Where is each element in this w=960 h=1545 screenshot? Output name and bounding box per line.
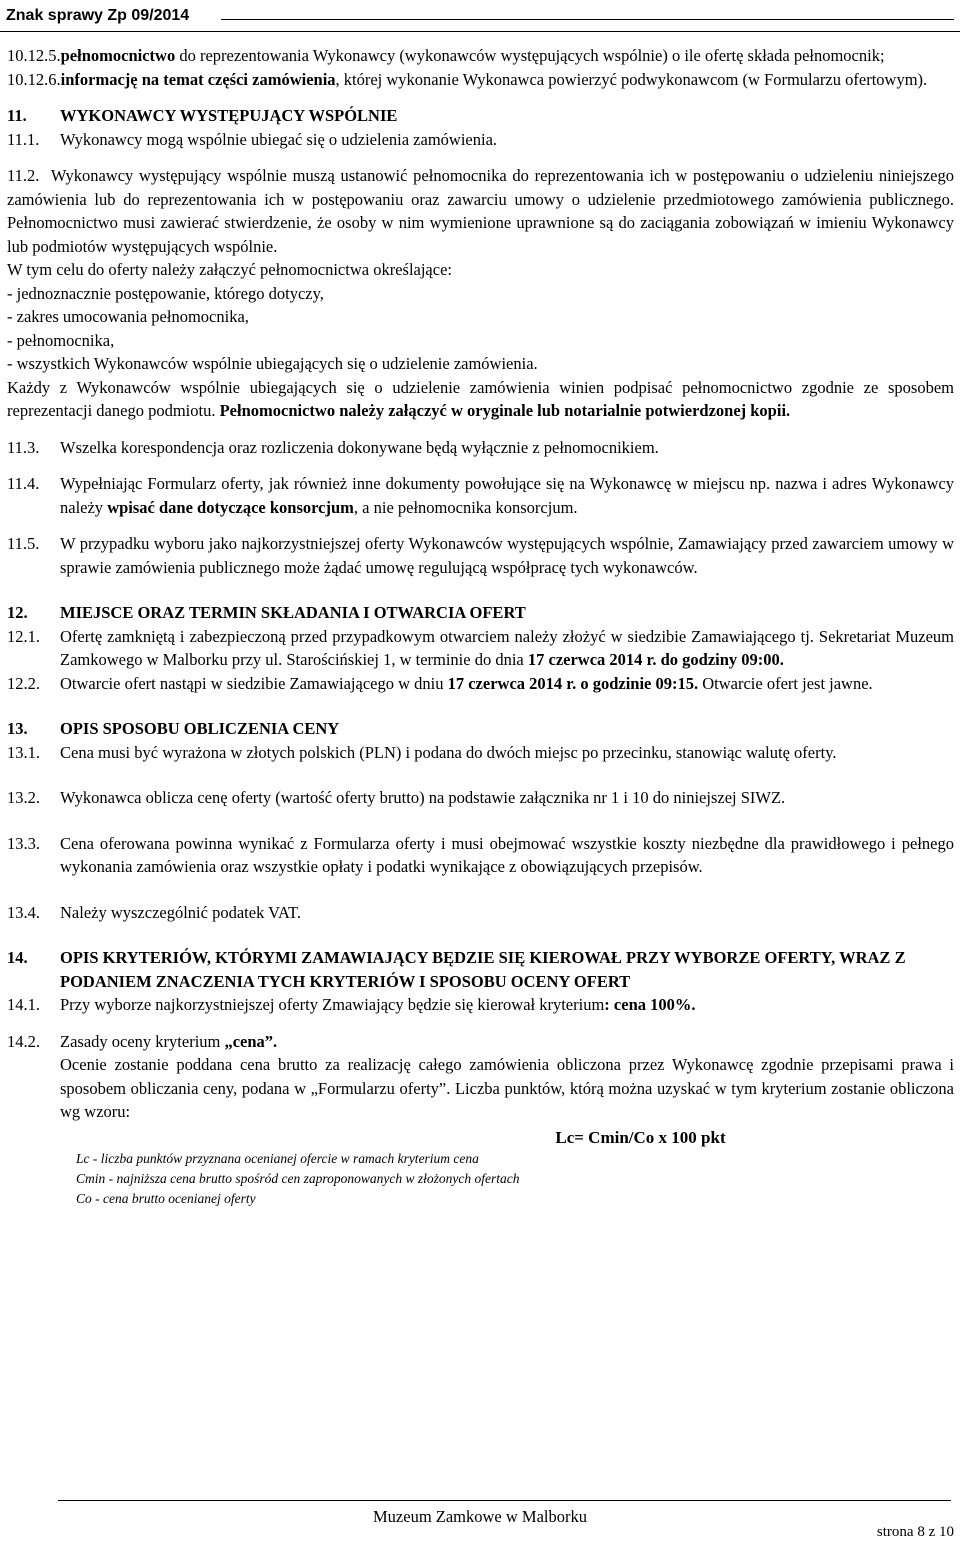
item-number: 10.12.5. <box>7 46 61 65</box>
page-number: strona 8 z 10 <box>876 1524 954 1540</box>
section-title: WYKONAWCY WYSTĘPUJĄCY WSPÓLNIE <box>60 106 398 125</box>
footer-rule <box>58 1500 951 1501</box>
item-number: 14.2. <box>7 1031 40 1051</box>
list-item: - zakres umocowania pełnomocnika, <box>7 307 249 326</box>
item-11-2-closing <box>7 376 954 423</box>
item-13-2 <box>7 786 954 810</box>
item-text: Cena musi być wyrażona w złotych polskich (PLN) i podana do dwóch miejsc po przecinku, stanowiąc walutę oferty. <box>60 742 837 762</box>
section-number: 11. <box>7 106 27 125</box>
item-number: 13.2. <box>7 788 40 807</box>
item-text: Należy wyszczególnić podatek VAT. <box>60 902 302 922</box>
section-number: 12. <box>7 603 28 622</box>
item-bold: pełnomocnictwo <box>60 46 176 65</box>
item-14-1 <box>7 993 954 1017</box>
item-11-2 <box>7 164 954 258</box>
formula-legend <box>7 1149 954 1209</box>
item-bold: „cena”. <box>224 1031 278 1051</box>
section-13-heading <box>7 717 954 741</box>
price-formula: Lc= Cmin/Co x 100 pkt <box>555 1127 726 1147</box>
item-bold: : cena 100%. <box>604 995 696 1014</box>
item-text: Cena oferowana powinna wynikać z Formularza oferty i musi obejmować wszystkie koszty niezbędne dla prawidłowego i pełnego wykonania zamówienia oraz wszystkie opłaty i podatki wynikające z obowiązujących przepisów. <box>60 833 954 876</box>
item-14-2 <box>7 1030 954 1054</box>
item-text: Zasady oceny kryterium <box>60 1031 225 1051</box>
item-10-12-6 <box>7 68 954 92</box>
item-11-4 <box>7 472 954 519</box>
item-number: 12.1. <box>7 626 40 646</box>
item-11-5 <box>7 532 954 579</box>
item-number: 12.2. <box>7 673 40 693</box>
item-text: Otwarcie ofert jest jawne. <box>698 673 873 693</box>
item-bold: 17 czerwca 2014 r. do godziny 09:00. <box>527 650 784 669</box>
item-number: 14.1. <box>7 995 40 1014</box>
section-title: OPIS KRYTERIÓW, KTÓRYMI ZAMAWIAJĄCY BĘDZIE SIĘ KIEROWAŁ PRZY WYBORZE OFERTY, WRAZ Z PODANIEM ZNACZENIA TYCH KRYTERIÓW I SPOSOBU OCENY OFERT <box>60 948 906 991</box>
section-number: 14. <box>7 948 28 967</box>
list-item: - jednoznacznie postępowanie, którego dotyczy, <box>7 283 324 303</box>
item-text: Otwarcie ofert nastąpi w siedzibie Zamawiającego w dniu <box>60 673 448 693</box>
list-item: - wszystkich Wykonawców wspólnie ubiegających się o udzielenie zamówienia. <box>7 354 538 373</box>
item-number: 11.5. <box>7 534 40 553</box>
item-number: 11.4. <box>7 474 40 493</box>
item-number: 10.12.6. <box>7 69 61 89</box>
section-title: OPIS SPOSOBU OBLICZENIA CENY <box>60 719 340 738</box>
item-text: Wypełniając Formularz oferty, jak również inne dokumenty powołujące się na Wykonawcę w miejscu np. nazwa i adres Wykonawcy należy <box>60 474 954 517</box>
document-body <box>7 44 954 1209</box>
item-text: , której wykonanie Wykonawca powierzyć podwykonawcom (w Formularzu ofertowym). <box>335 69 928 89</box>
item-text: do reprezentowania Wykonawcy (wykonawców występujących wspólnie) o ile ofertę składa pełnomocnik; <box>175 46 885 65</box>
section-number: 13. <box>7 719 28 738</box>
footer-institution: Muzeum Zamkowe w Malborku <box>373 1507 587 1526</box>
item-11-2-intro: W tym celu do oferty należy załączyć pełnomocnictwa określające: <box>7 260 452 279</box>
header-rule <box>221 19 954 20</box>
item-12-2 <box>7 672 954 696</box>
item-10-12-5 <box>7 44 954 68</box>
header-underline <box>0 31 960 32</box>
item-text: , a nie pełnomocnika konsorcjum. <box>353 497 578 517</box>
item-text: Ocenie zostanie poddana cena brutto za realizację całego zamówienia obliczona przez Wykonawcę zgodnie przepisami prawa i sposobem obliczania ceny, podana w „Formularzu oferty”. Liczba punktów, którą można uzyskać w tym kryterium zostanie obliczona wg wzoru: <box>60 1055 954 1121</box>
item-bold: informację na temat części zamówienia <box>60 69 336 89</box>
section-11-heading <box>7 104 954 128</box>
item-bold: wpisać dane dotyczące konsorcjum <box>107 497 354 517</box>
item-13-3 <box>7 832 954 879</box>
item-bold: 17 czerwca 2014 r. o godzinie 09:15. <box>447 673 699 693</box>
item-text: Wykonawcy mogą wspólnie ubiegać się o udzielenia zamówienia. <box>60 129 498 149</box>
item-number: 11.1. <box>7 129 40 149</box>
item-14-2-body <box>7 1053 954 1124</box>
legend-line: Lc - liczba punktów przyznana ocenianej ofercie w ramach kryterium cena <box>76 1151 479 1166</box>
legend-line: Cmin - najniższa cena brutto spośród cen zaproponowanych w złożonych ofertach <box>76 1171 520 1186</box>
item-text: Wszelka korespondencja oraz rozliczenia dokonywane będą wyłącznie z pełnomocnikiem. <box>60 437 659 457</box>
item-13-4 <box>7 901 954 925</box>
item-number: 13.3. <box>7 833 40 853</box>
closing-text: Każdy z Wykonawców wspólnie ubiegających się o udzielenie zamówienia winien podpisać pełnomocnictwo zgodnie ze sposobem reprezentacji danego podmiotu. <box>7 377 954 420</box>
item-13-1 <box>7 741 954 765</box>
item-text: Wykonawcy występujący wspólnie muszą ustanowić pełnomocnika do reprezentowania ich w postępowaniu o udzieleniu niniejszego zamówienia lub do reprezentowania ich w postępowaniu oraz zawarciu umowy o udzielenie przedmiotowego zamówienia publicznego. Pełnomocnictwo musi zawierać stwierdzenie, że osoby w nim wymienione uprawnione są do zaciągania zobowiązań w imieniu Wykonawcy lub podmiotów występujących wspólnie. <box>7 166 955 256</box>
list-item: - pełnomocnika, <box>7 330 115 350</box>
page-header <box>0 0 960 31</box>
item-12-1 <box>7 625 954 672</box>
case-number: Znak sprawy Zp 09/2014 <box>6 6 190 24</box>
item-text: W przypadku wyboru jako najkorzystniejszej oferty Wykonawców występujących wspólnie, Zamawiający przed zawarciem umowy w sprawie zamówienia publicznego może żądać umowę regulującą współpracę tych wykonawców. <box>60 534 954 577</box>
item-11-3 <box>7 436 954 460</box>
section-title: MIEJSCE ORAZ TERMIN SKŁADANIA I OTWARCIA OFERT <box>60 603 526 622</box>
item-text: Wykonawca oblicza cenę oferty (wartość oferty brutto) na podstawie załącznika nr 1 i 10 do niniejszej SIWZ. <box>60 788 786 807</box>
legend-line: Co - cena brutto ocenianej oferty <box>76 1191 256 1206</box>
closing-bold: Pełnomocnictwo należy załączyć w oryginale lub notarialnie potwierdzonej kopii. <box>219 401 791 420</box>
item-number: 13.4. <box>7 902 40 922</box>
item-text: Ofertę zamkniętą i zabezpieczoną przed przypadkowym otwarciem należy złożyć w siedzibie Zamawiającego tj. Sekretariat Muzeum Zamkowego w Malborku przy ul. Starościńskiej 1, w terminie do dnia <box>60 626 954 669</box>
item-text: Przy wyborze najkorzystniejszej oferty Zmawiający będzie się kierował kryterium <box>60 995 605 1014</box>
item-11-1 <box>7 128 954 152</box>
section-12-heading <box>7 601 954 625</box>
item-number: 11.2. <box>7 166 40 185</box>
section-14-heading <box>7 946 954 993</box>
item-number: 11.3. <box>7 437 40 457</box>
item-number: 13.1. <box>7 742 40 762</box>
